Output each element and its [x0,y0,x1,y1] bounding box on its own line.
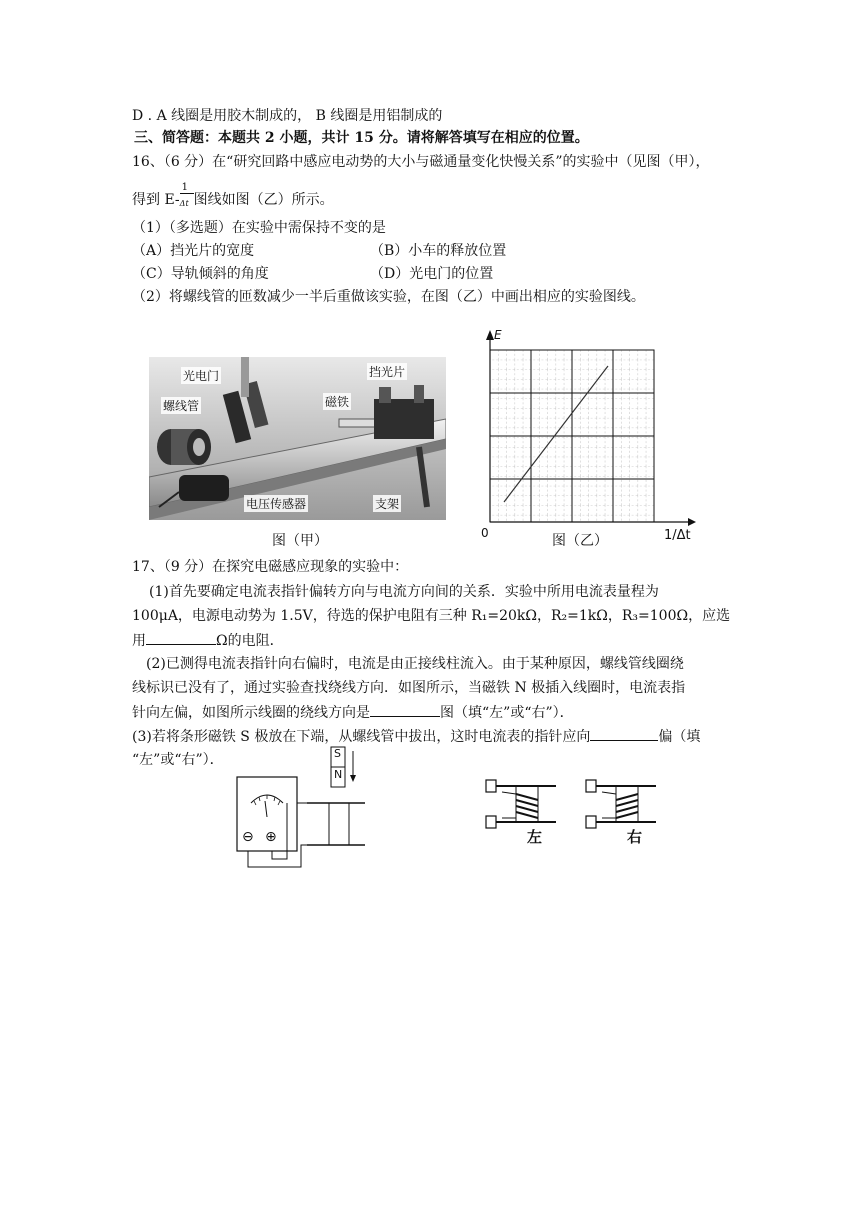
q17-part1-line3 [132,630,284,651]
graph-y-label: E [494,328,502,342]
magnet-n-pole: N [334,768,343,781]
figure-b-caption: 图（乙） [552,533,608,549]
q17-intro: 17、（9 分）在探究电磁感应现象的实验中： [132,559,409,575]
label-shutter: 挡光片 [369,365,406,379]
q17-part2-suffix: 图（填“左”或“右”）． [440,705,574,721]
section-heading: 三、简答题：本题共 2 小题，共计 15 分。请将解答填写在相应的位置。 [134,130,589,146]
q17-part2-line2: 线标识已没有了，通过实验查找绕线方向．如图所示，当磁铁 N 极插入线圈时，电流表指 [132,680,686,696]
coil-right-option [586,780,656,828]
answer-blank-resistor[interactable] [146,630,216,645]
meter-plus-terminal: ⊕ [265,829,277,845]
q17-part1-line1: (1)首先要确定电流表指针偏转方向与电流方向间的关系．实验中所用电流表量程为 [149,584,659,600]
q17-part3-line2: “左”或“右”）． [132,752,224,768]
q17-part3-line1 [132,726,700,747]
circuit-diagram [225,745,375,873]
figure-a-apparatus-photo [149,357,446,520]
q16-part2: （2）将螺线管的匝数减少一半后重做该实验，在图（乙）中画出相应的实验图线。 [132,289,645,305]
q17-part2-line1: (2)已测得电流表指针向右偏时，电流是由正接线柱流入。由于某种原因，螺线管线圈绕 [146,656,684,672]
graph-origin: 0 [481,526,489,540]
label-photogate: 光电门 [183,369,220,383]
answer-blank-winding[interactable] [370,702,440,717]
figure-b-graph [478,326,698,546]
q16-intro-suffix: 图线如图（乙）所示。 [193,192,334,208]
answer-blank-deflection[interactable] [590,726,658,741]
meter-minus-terminal: ⊖ [242,829,254,845]
q17-part1-prefix: 用 [132,633,146,649]
label-magnet: 磁铁 [325,395,350,409]
q16-intro-line1: 16、（6 分）在“研究回路中感应电动势的大小与磁通量变化快慢关系”的实验中（见图（甲）， [132,154,710,170]
q16-part1: （1）（多选题）在实验中需保持不变的是 [132,220,386,236]
fraction-denominator: Δt [179,199,189,208]
q17-part3-prefix: (3)若将条形磁铁 S 极放在下端，从螺线管中拔出，这时电流表的指针应向 [132,729,591,745]
q16-option-c: （C）导轨倾斜的角度 [132,266,269,282]
q16-option-d: （D）光电门的位置 [370,266,494,282]
fraction-numerator: 1 [181,182,189,193]
q17-part1-line2: 100μA，电源电动势为 1.5V，待选的保护电阻有三种 R₁=20kΩ，R₂=1kΩ，R₃=100Ω，应选 [132,608,731,624]
fraction-one-over-delta-t [179,182,194,210]
q17-part2-prefix: 针向左偏，如图所示线圈的绕线方向是 [132,705,370,721]
q17-part2-line3 [132,702,574,723]
question-option-d: D . A 线圈是用胶木制成的， B 线圈是用铝制成的 [132,108,443,124]
q17-part3-suffix: 偏（填 [658,729,701,745]
label-stand: 支架 [375,497,400,511]
figure-a-caption: 图（甲） [272,533,328,549]
label-voltage-sensor: 电压传感器 [246,497,307,511]
coil-left-option [486,780,556,828]
q17-part1-suffix: Ω的电阻． [216,633,284,649]
q16-intro-prefix: 得到 E- [132,192,180,208]
label-coil: 螺线管 [163,399,200,413]
q16-option-b: （B）小车的释放位置 [370,243,507,259]
q16-option-a: （A）挡光片的宽度 [132,243,255,259]
coil-left-label: 左 [527,828,543,846]
graph-x-label: 1/Δt [664,528,691,543]
coil-right-label: 右 [627,828,643,846]
magnet-s-pole: S [334,747,341,760]
q16-intro-line2 [132,182,334,210]
